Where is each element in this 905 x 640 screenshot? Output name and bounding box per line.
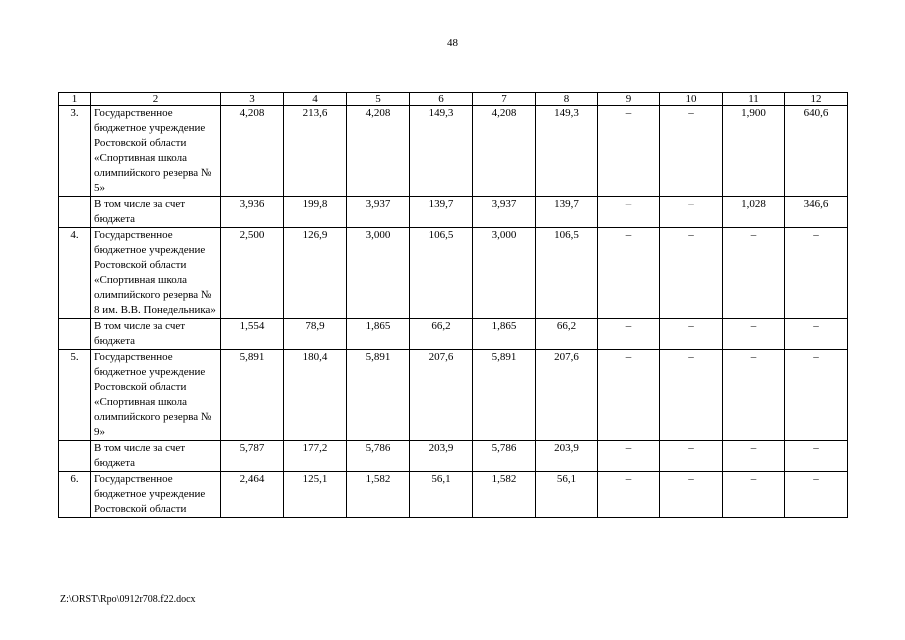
table-row (59, 197, 848, 228)
value-cell: 4,208 (473, 106, 536, 197)
value-cell: 1,582 (473, 472, 536, 518)
value-cell: 3,937 (473, 197, 536, 228)
row-number (59, 441, 91, 472)
value-cell: – (598, 228, 660, 319)
institution-name: В том числе за счет бюджета (91, 441, 221, 472)
value-cell: 66,2 (536, 319, 598, 350)
value-cell: – (598, 441, 660, 472)
data-table (58, 92, 848, 518)
file-path-footer: Z:\ORST\Rpo\0912r708.f22.docx (60, 594, 196, 605)
value-cell: 346,6 (785, 197, 848, 228)
value-cell: – (598, 472, 660, 518)
table-row (59, 441, 848, 472)
table-row (59, 106, 848, 197)
value-cell: 5,786 (473, 441, 536, 472)
value-cell: 139,7 (536, 197, 598, 228)
institution-name: В том числе за счет бюджета (91, 319, 221, 350)
header-cell: 3 (221, 93, 284, 106)
row-number: 6. (59, 472, 91, 518)
value-cell: 5,786 (347, 441, 410, 472)
header-cell: 8 (536, 93, 598, 106)
value-cell: 5,891 (221, 350, 284, 441)
value-cell: 640,6 (785, 106, 848, 197)
value-cell: – (785, 441, 848, 472)
value-cell: 78,9 (284, 319, 347, 350)
value-cell: – (598, 350, 660, 441)
value-cell: – (785, 319, 848, 350)
value-cell: 126,9 (284, 228, 347, 319)
value-cell: 2,464 (221, 472, 284, 518)
value-cell: – (660, 197, 723, 228)
value-cell: – (785, 472, 848, 518)
value-cell: – (785, 350, 848, 441)
value-cell: 177,2 (284, 441, 347, 472)
value-cell: 3,000 (473, 228, 536, 319)
value-cell: 5,787 (221, 441, 284, 472)
value-cell: 1,554 (221, 319, 284, 350)
row-number: 3. (59, 106, 91, 197)
value-cell: 213,6 (284, 106, 347, 197)
value-cell: 3,000 (347, 228, 410, 319)
value-cell: 5,891 (473, 350, 536, 441)
value-cell: – (598, 319, 660, 350)
value-cell: 203,9 (536, 441, 598, 472)
institution-name: В том числе за счет бюджета (91, 197, 221, 228)
value-cell: 1,582 (347, 472, 410, 518)
value-cell: – (660, 350, 723, 441)
value-cell: – (723, 350, 785, 441)
value-cell: – (723, 319, 785, 350)
table-row (59, 350, 848, 441)
row-number: 4. (59, 228, 91, 319)
value-cell: – (598, 197, 660, 228)
value-cell: 207,6 (536, 350, 598, 441)
value-cell: 4,208 (347, 106, 410, 197)
value-cell: – (660, 319, 723, 350)
value-cell: – (723, 472, 785, 518)
value-cell: 199,8 (284, 197, 347, 228)
value-cell: 1,028 (723, 197, 785, 228)
header-cell: 2 (91, 93, 221, 106)
value-cell: 56,1 (536, 472, 598, 518)
value-cell: 106,5 (536, 228, 598, 319)
header-cell: 10 (660, 93, 723, 106)
page-number: 48 (447, 37, 458, 49)
value-cell: 1,865 (347, 319, 410, 350)
value-cell: – (723, 228, 785, 319)
row-number (59, 197, 91, 228)
value-cell: 56,1 (410, 472, 473, 518)
value-cell: – (785, 228, 848, 319)
value-cell: 1,865 (473, 319, 536, 350)
table-row (59, 228, 848, 319)
value-cell: 2,500 (221, 228, 284, 319)
value-cell: 180,4 (284, 350, 347, 441)
table-row (59, 319, 848, 350)
institution-name: Государственное бюджетное учреждение Ростовской области «Спортивная школа олимпийского резерва № 5» (91, 106, 221, 197)
header-cell: 4 (284, 93, 347, 106)
value-cell: 149,3 (536, 106, 598, 197)
institution-name: Государственное бюджетное учреждение Ростовской области «Спортивная школа олимпийского резерва № 9» (91, 350, 221, 441)
value-cell: – (660, 441, 723, 472)
value-cell: 203,9 (410, 441, 473, 472)
header-cell: 5 (347, 93, 410, 106)
table-row (59, 472, 848, 518)
institution-name: Государственное бюджетное учреждение Ростовской области «Спортивная школа олимпийского резерва № 8 им. В.В. Понедельника» (91, 228, 221, 319)
value-cell: 3,937 (347, 197, 410, 228)
value-cell: 5,891 (347, 350, 410, 441)
value-cell: 106,5 (410, 228, 473, 319)
value-cell: – (660, 472, 723, 518)
header-cell: 9 (598, 93, 660, 106)
value-cell: 207,6 (410, 350, 473, 441)
row-number (59, 319, 91, 350)
value-cell: 139,7 (410, 197, 473, 228)
header-cell: 11 (723, 93, 785, 106)
header-cell: 1 (59, 93, 91, 106)
value-cell: 1,900 (723, 106, 785, 197)
table-header-row (59, 93, 848, 106)
header-cell: 6 (410, 93, 473, 106)
header-cell: 12 (785, 93, 848, 106)
institution-name: Государственное бюджетное учреждение Ростовской области (91, 472, 221, 518)
value-cell: 4,208 (221, 106, 284, 197)
value-cell: – (660, 228, 723, 319)
value-cell: 66,2 (410, 319, 473, 350)
value-cell: – (723, 441, 785, 472)
value-cell: 3,936 (221, 197, 284, 228)
row-number: 5. (59, 350, 91, 441)
value-cell: – (598, 106, 660, 197)
header-cell: 7 (473, 93, 536, 106)
value-cell: – (660, 106, 723, 197)
value-cell: 149,3 (410, 106, 473, 197)
value-cell: 125,1 (284, 472, 347, 518)
